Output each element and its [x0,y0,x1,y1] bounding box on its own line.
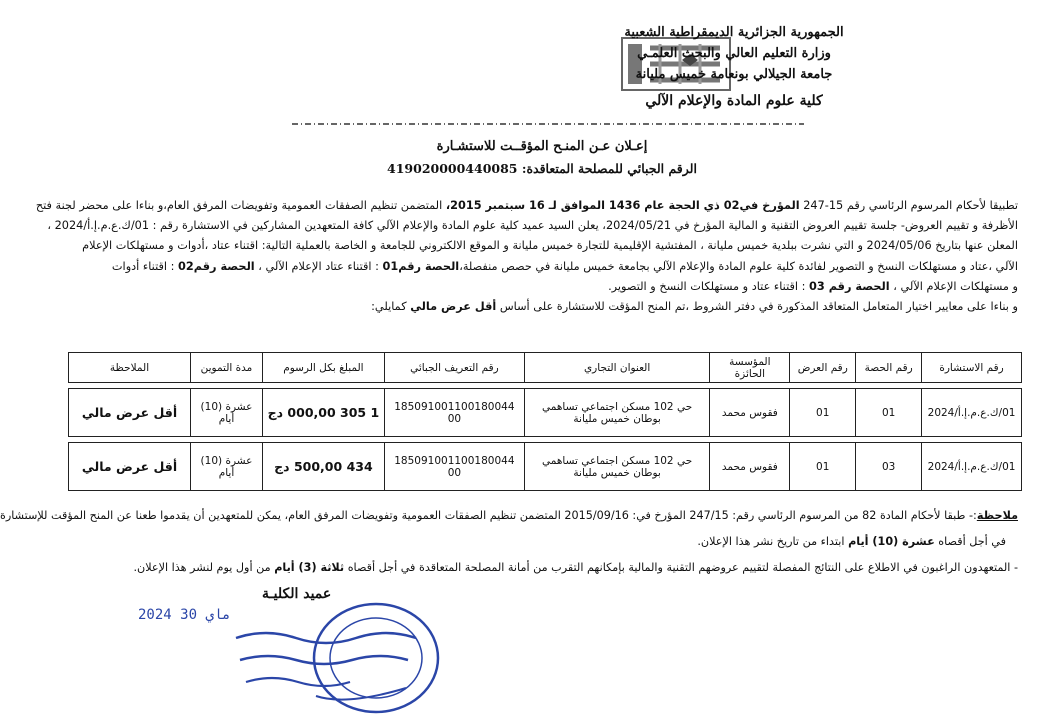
body-line: الأظرفة و تقييم العروض- جلسة تقييم العروض التقنية و المالية المؤرخ في 2024/05/21، يعلن السيد عميد كلية علوم المادة والإعلام الآلي كافة المتعهدين المشاركين في الاستشارة رقم : 01/ك.ع.م.إ.أ/2024 ، [47,219,1018,233]
cell-address: حي 102 مسكن اجتماعي تساهمي بوطان خميس مليانة [524,443,710,491]
col-company: المؤسسة الحائزة [710,353,790,383]
col-tax-id: رقم التعريف الجبائي [384,353,524,383]
col-lot: رقم الحصة [856,353,922,383]
body-line [66,257,1018,277]
header-line-ministry: وزارة التعليم العالي والبحث العلمـي [637,46,831,61]
remark-line [66,529,1018,555]
col-consultation: رقم الاستشارة [922,353,1022,383]
body-line [66,297,1018,317]
criterion-bold: أقل عرض مالي [410,300,497,314]
announcement-body [35,196,1018,317]
cell-company: فقوس محمد [710,389,790,437]
lot-2-label: الحصة رقم02 [178,259,255,273]
cell-tax-id: 185091001100180044​00 [384,443,524,491]
body-line [35,196,1018,216]
remark-text: - المتعهدون الراغبون في الاطلاع على النتائج المفصلة لتقييم عروضهم التقنية والمالية بإمكانهم التقرب من أمانة المصلحة المتعاقدة في أجل أقصاه [344,561,1018,574]
cell-lot: 01 [856,389,922,437]
announcement-title: إعـلان عـن المنـح المؤقــت للاستشـارة [436,139,648,154]
col-duration: مدة التموين [191,353,263,383]
header-line-university: جامعة الجيلالي بونعامة خميس مليانة [635,67,833,82]
body-text: : اقتناء عتاد الإعلام الآلي ، [254,259,383,273]
remark-bold: عشرة (10) أيام [848,535,935,548]
col-address: العنوان التجاري [524,353,710,383]
cell-duration: عشرة (10) أيام [191,443,263,491]
remark-text: ابتداء من تاريخ نشر هذا الإعلان. [697,535,849,548]
cell-note: أقل عرض مالي [69,389,191,437]
table-row [69,389,1022,437]
cell-tax-id: 185091001100180044​00 [384,389,524,437]
body-text: المتضمن تنظيم الصفقات العمومية وتفويضات المرفق العام،و بناءا على محضر لجنة فتح [35,199,446,212]
body-text: : اقتناء أدوات [111,259,179,273]
body-bold: المؤرخ في02 ذي الحجة عام 1436 الموافق لـ 16 سبتمبر 2015، [445,199,800,212]
remark-line [0,503,1018,529]
cell-note: أقل عرض مالي [69,443,191,491]
award-table [68,352,1022,491]
dean-title: عميد الكليـة [262,586,332,602]
body-text: و مستهلكات الإعلام الآلي ، [889,279,1018,293]
header-line-faculty: كلية علوم المادة والإعلام الآلي [645,93,823,109]
body-text: و بناءا على معايير اختيار المتعامل المتعاقد المذكورة في دفتر الشروط ،تم المنح المؤقت للاستشارة على أساس [496,300,1018,314]
header [414,22,1054,112]
cell-amount: 434 500,00 دج [262,443,384,491]
cell-amount: 1 305 000,00 دج [262,389,384,437]
remark-line [66,555,1018,581]
tax-number: الرقم الجبائي للمصلحة المتعاقدة: 419020000440085 [387,161,697,176]
official-stamp [226,598,462,716]
cell-duration: عشرة (10) أيام [191,389,263,437]
lot-3-label: الحصة رقم 03 [809,279,890,293]
lot-1-label: الحصة رقم01 [382,259,460,273]
remark-text: من أول يوم لنشر هذا الإعلان. [133,561,275,574]
cell-consultation: 01/ك.ع.م.إ.أ/2024 [922,389,1022,437]
remark-text: :- طبقا لأحكام المادة 82 من المرسوم الرئاسي رقم: 247/15 المؤرخ في: 2015/09/16 المتضمن تنظيم الصفقات العمومية وتفويضات المرفق العام، يمكن للمتعهدين أن يقدموا طعنا عن المنح المؤقت للإستشارة [0,509,977,522]
body-line [66,277,1018,297]
table-header-row [69,353,1022,383]
body-text: الآلي ،عتاد و مستهلكات النسخ و التصوير لفائدة كلية علوم المادة والإعلام الآلي بجامعة خميس مليانة في حصص منفصلة، [459,259,1018,273]
remark-text: في أجل أقصاه [934,535,1006,548]
remark-label: ملاحظة [976,509,1018,522]
cell-address: حي 102 مسكن اجتماعي تساهمي بوطان خميس مليانة [524,389,710,437]
date-stamp: 2024 ماي 30 [138,607,231,623]
header-line-republic: الجمهورية الجزائرية الديمقراطية الشعبية [624,25,844,40]
body-text: كمايلي: [371,300,411,314]
ornamental-divider [292,120,804,128]
body-text: : اقتناء عتاد و مستهلكات النسخ و التصوير. [608,279,810,293]
col-note: الملاحظة [69,353,191,383]
table-row [69,443,1022,491]
cell-lot: 03 [856,443,922,491]
remark-bold: ثلاثة (3) أيام [274,561,345,574]
cell-company: فقوس محمد [710,443,790,491]
cell-offer: 01 [790,443,856,491]
remarks [0,503,1018,581]
col-offer: رقم العرض [790,353,856,383]
col-amount: المبلغ بكل الرسوم [262,353,384,383]
body-line: المعلن عنها بتاريخ 2024/05/06 و التي نشرت ببلدية خميس مليانة ، المفتشية الإقليمية للتجارة خميس مليانة و الموقع الالكتروني للجامعة و الخاصة بالعملية التالية: اقتناء عتاد ،أدوات و مستهلكات الإعلام [82,239,1018,253]
cell-consultation: 01/ك.ع.م.إ.أ/2024 [922,443,1022,491]
cell-offer: 01 [790,389,856,437]
body-text: تطبيقا لأحكام المرسوم الرئاسي رقم 15-247 [799,199,1018,212]
